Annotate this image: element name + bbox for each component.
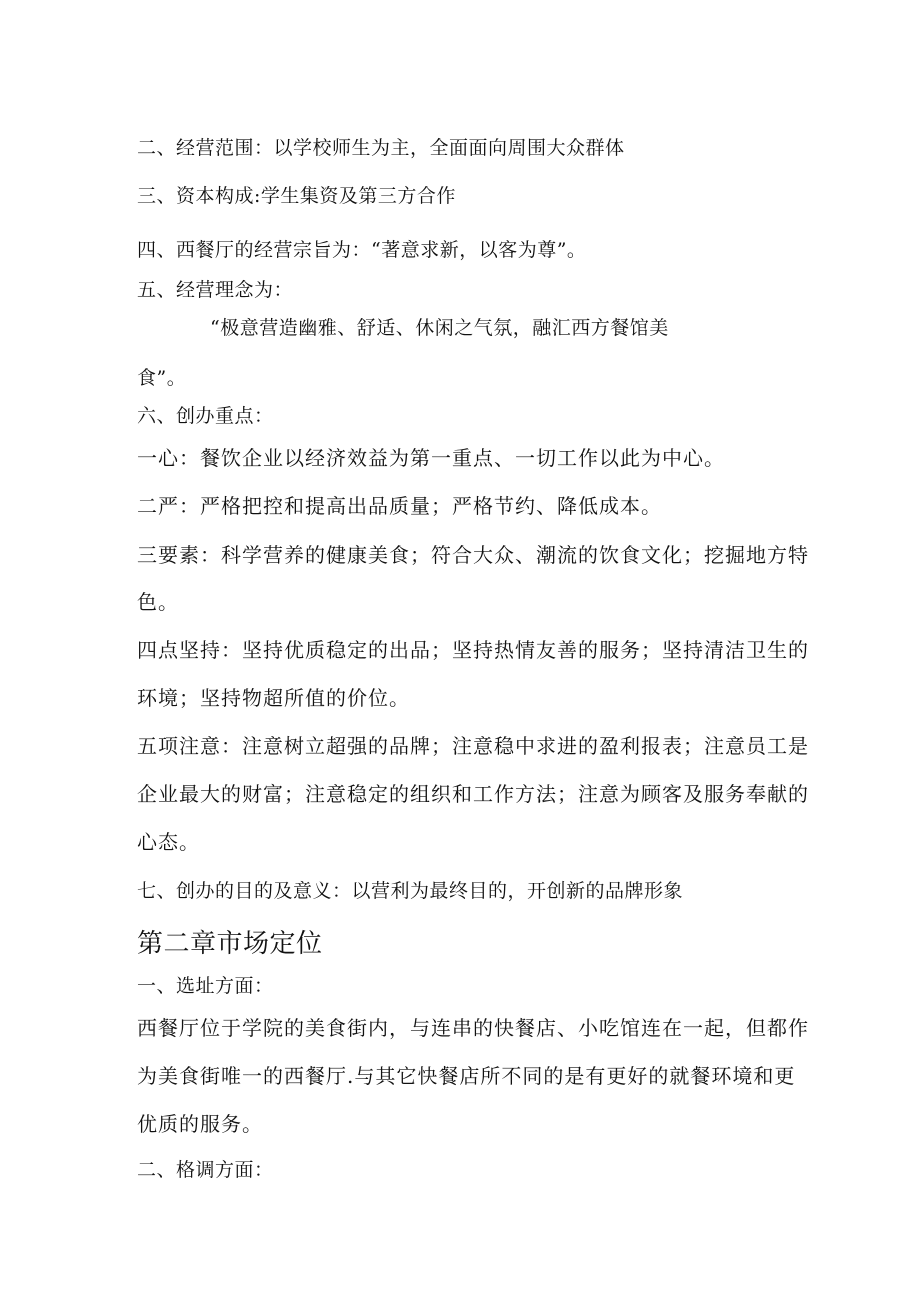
site-selection-line-2: 为美食街唯一的西餐厅.与其它快餐店所不同的是有更好的就餐环境和更 — [137, 1064, 796, 1088]
point-five-attention-line-2: 企业最大的财富；注意稳定的组织和工作方法；注意为顾客及服务奉献的 — [137, 782, 809, 806]
point-four-adherence-line-2: 环境；坚持物超所值的价位。 — [137, 686, 410, 710]
point-one-heart: 一心：餐饮企业以经济效益为第一重点、一切工作以此为中心。 — [137, 446, 725, 470]
section-2-business-scope: 二、经营范围：以学校师生为主，全面面向周围大众群体 — [137, 137, 625, 159]
section-5-concept-line-2: 食”。 — [137, 367, 187, 389]
section-5-heading: 五、经营理念为： — [137, 279, 294, 301]
point-four-adherence-line-1: 四点坚持：坚持优质稳定的出品；坚持热情友善的服务；坚持清洁卫生的 — [137, 638, 809, 662]
point-two-strict: 二严：严格把控和提高出品质量；严格节约、降低成本。 — [137, 494, 662, 518]
point-three-elements-line-1: 三要素：科学营养的健康美食；符合大众、潮流的饮食文化；挖掘地方特 — [137, 543, 809, 567]
chapter-heading: 第二章市场定位 — [137, 929, 323, 959]
point-five-attention-line-1: 五项注意：注意树立超强的品牌；注意稳中求进的盈利报表；注意员工是 — [137, 734, 809, 758]
point-five-attention-line-3: 心态。 — [137, 830, 200, 854]
point-three-elements-line-2: 色。 — [137, 590, 179, 614]
section-5-concept-line-1: “极意营造幽雅、舒适、休闲之气氛，融汇西方餐馆美 — [210, 317, 669, 339]
section-6-heading: 六、创办重点： — [137, 405, 274, 427]
section-7-purpose: 七、创办的目的及意义：以营利为最终目的，开创新的品牌形象 — [137, 880, 684, 902]
site-selection-line-3: 优质的服务。 — [137, 1112, 263, 1136]
site-selection-heading: 一、选址方面： — [137, 975, 274, 997]
section-4-purpose: 四、西餐厅的经营宗旨为：“著意求新，以客为尊”。 — [137, 239, 587, 261]
section-3-capital: 三、资本构成:学生集资及第三方合作 — [137, 185, 456, 207]
style-heading: 二、格调方面： — [137, 1159, 274, 1181]
site-selection-line-1: 西餐厅位于学院的美食街内，与连串的快餐店、小吃馆连在一起，但都作 — [137, 1016, 809, 1040]
